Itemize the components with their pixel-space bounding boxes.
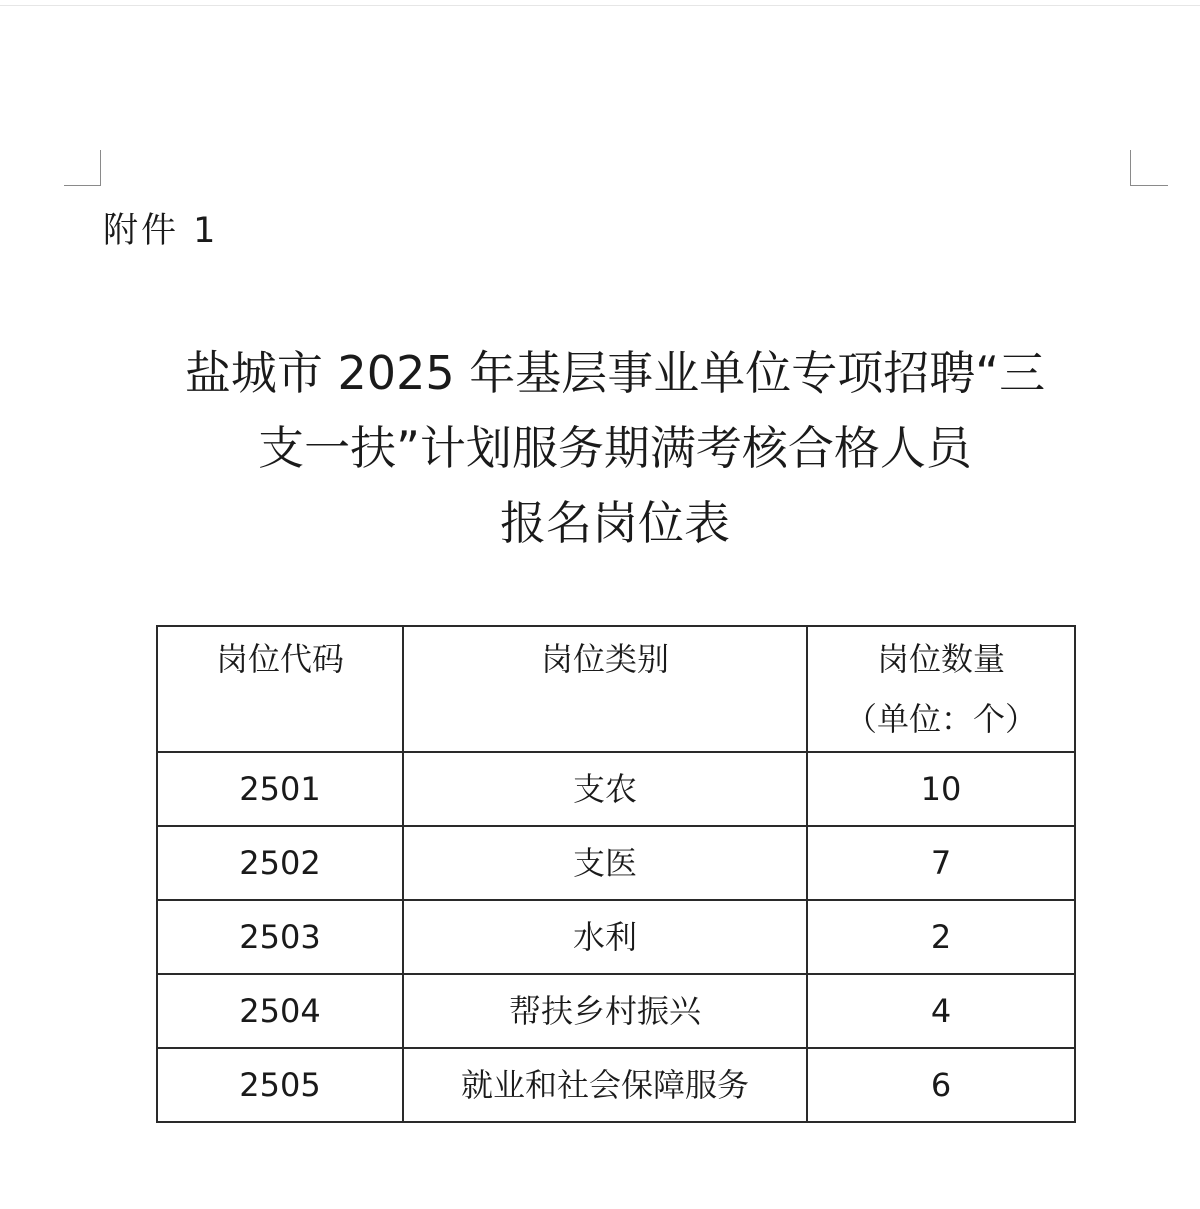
table-row [157, 974, 1075, 1048]
table-header-row [157, 626, 1075, 752]
header-category: 岗位类别 [403, 626, 807, 752]
position-category: 支医 [403, 826, 807, 900]
position-code: 2502 [157, 826, 403, 900]
page-top-rule [0, 5, 1200, 6]
position-category: 帮扶乡村振兴 [403, 974, 807, 1048]
position-code: 2505 [157, 1048, 403, 1122]
attachment-label: 附件 1 [103, 211, 219, 251]
position-count: 10 [807, 752, 1075, 826]
title-line-1: 盐城市 2025 年基层事业单位专项招聘“三 [184, 346, 1046, 400]
crop-mark-top-right [1130, 150, 1168, 186]
header-code: 岗位代码 [157, 626, 403, 752]
table-row [157, 900, 1075, 974]
position-count: 4 [807, 974, 1075, 1048]
header-count [807, 626, 1075, 752]
table-row [157, 1048, 1075, 1122]
header-count-title: 岗位数量 [876, 640, 1005, 678]
table-row [157, 752, 1075, 826]
title-line-3: 报名岗位表 [500, 496, 730, 550]
position-category: 支农 [403, 752, 807, 826]
position-count: 6 [807, 1048, 1075, 1122]
position-code: 2503 [157, 900, 403, 974]
crop-mark-top-left [64, 150, 101, 186]
position-category: 就业和社会保障服务 [403, 1048, 807, 1122]
position-count: 7 [807, 826, 1075, 900]
position-category: 水利 [403, 900, 807, 974]
position-code: 2501 [157, 752, 403, 826]
position-code: 2504 [157, 974, 403, 1048]
position-count: 2 [807, 900, 1075, 974]
title-line-2: 支一扶”计划服务期满考核合格人员 [258, 421, 972, 475]
header-count-unit: （单位：个） [844, 700, 1037, 738]
table-row [157, 826, 1075, 900]
positions-table [156, 625, 1076, 1123]
document-title [80, 336, 1150, 561]
